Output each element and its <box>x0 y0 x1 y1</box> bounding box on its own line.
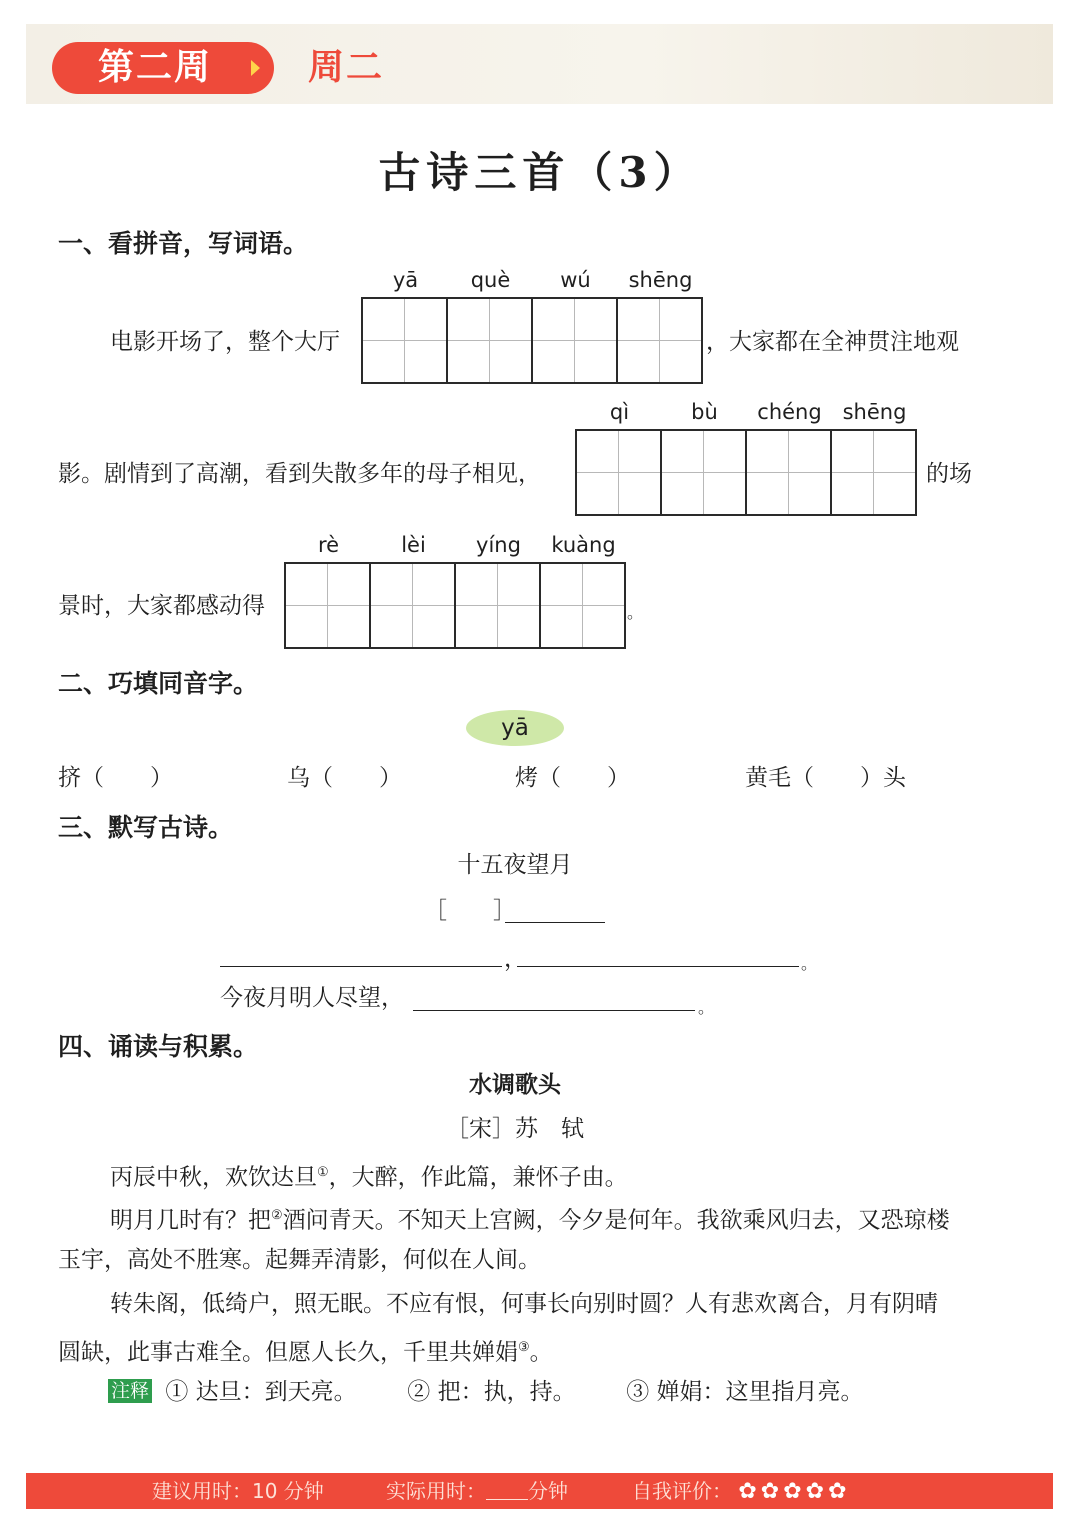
page-title: 古诗三首（3） <box>378 148 702 197</box>
grid-cell[interactable] <box>533 299 618 382</box>
section2-heading: 二、巧填同音字。 <box>58 669 259 698</box>
pinyin: wú <box>560 268 591 292</box>
pinyin: qì <box>609 400 630 424</box>
grid-cell[interactable] <box>662 431 747 514</box>
poem-author: ［宋］苏 轼 <box>446 1116 584 1142</box>
poem-preface: 丙辰中秋，欢饮达旦①，大醉，作此篇，兼怀子由。 <box>110 1164 628 1191</box>
star-icon[interactable]: ✿ <box>760 1479 780 1504</box>
day-label: 周二 <box>308 47 385 88</box>
week-badge <box>52 42 274 94</box>
grid-cell[interactable] <box>456 564 541 647</box>
pinyin: shēng <box>628 268 693 292</box>
sentence-part: 。 <box>627 603 644 622</box>
poem-comma: ， <box>504 946 527 972</box>
note: ① 达旦：到天亮。 <box>165 1379 357 1405</box>
poem-line-blank[interactable] <box>517 966 799 967</box>
section1-heading: 一、看拼音，写词语。 <box>58 229 309 258</box>
star-icon[interactable]: ✿ <box>783 1479 802 1504</box>
author-brackets: ［ ］ <box>424 898 516 924</box>
star-icon[interactable]: ✿ <box>805 1479 825 1504</box>
actual-time-blank[interactable] <box>486 1481 528 1500</box>
grid-cell[interactable] <box>448 299 533 382</box>
note: ② 把：执，持。 <box>407 1379 576 1405</box>
poem-line: 圆缺，此事古难全。但愿人长久，千里共婵娟③。 <box>58 1339 553 1366</box>
fill-item[interactable]: 乌（ ） <box>287 765 402 791</box>
sentence-part: 的场 <box>926 461 972 487</box>
writing-grid[interactable] <box>361 297 703 384</box>
pinyin: shēng <box>842 400 907 424</box>
pinyin: yíng <box>476 533 521 557</box>
grid-cell[interactable] <box>286 564 371 647</box>
sentence-part: 电影开场了，整个大厅 <box>110 329 340 355</box>
grid-cell[interactable] <box>832 431 917 514</box>
poem-period: 。 <box>801 954 818 973</box>
grid-cell[interactable] <box>747 431 832 514</box>
pinyin: bù <box>691 400 718 424</box>
poem-period: 。 <box>698 998 715 1017</box>
poem-title: 十五夜望月 <box>457 852 573 878</box>
note-tag: 注释 <box>108 1379 152 1403</box>
pinyin: yā <box>392 268 419 292</box>
week-label: 第二周 <box>98 47 213 88</box>
grid-cell[interactable] <box>363 299 448 382</box>
fill-item[interactable]: 烤（ ） <box>515 765 630 791</box>
writing-grid[interactable] <box>575 429 917 516</box>
author-blank[interactable] <box>505 922 605 923</box>
writing-grid[interactable] <box>284 562 626 649</box>
poem-line-blank[interactable] <box>413 1010 695 1011</box>
pinyin: què <box>470 268 511 292</box>
poem-line: 明月几时有？把②酒问青天。不知天上宫阙，今夕是何年。我欲乘风归去，又恐琼楼 <box>110 1207 950 1234</box>
poem-line-start: 今夜月明人尽望， <box>220 985 404 1011</box>
pinyin: chéng <box>757 400 822 424</box>
pinyin: lèi <box>401 533 426 557</box>
grid-cell[interactable] <box>618 299 703 382</box>
poem-title: 水调歌头 <box>469 1072 561 1098</box>
poem-line: 转朱阁，低绮户，照无眠。不应有恨，何事长向别时圆？人有悲欢离合，月有阴晴 <box>110 1291 938 1317</box>
grid-cell[interactable] <box>371 564 456 647</box>
fill-item[interactable]: 黄毛（ ）头 <box>745 765 906 791</box>
pinyin: kuàng <box>551 533 616 557</box>
grid-cell[interactable] <box>577 431 662 514</box>
sentence-part: ，大家都在全神贯注地观 <box>706 329 959 355</box>
sentence-part: 影。剧情到了高潮，看到失散多年的母子相见， <box>58 461 541 487</box>
sentence-part: 景时，大家都感动得 <box>58 593 265 619</box>
note: ③ 婵娟：这里指月亮。 <box>626 1379 864 1405</box>
grid-cell[interactable] <box>541 564 626 647</box>
actual-time: 实际用时： 分钟 <box>386 1479 568 1503</box>
star-icon[interactable]: ✿ <box>828 1479 847 1504</box>
fill-item[interactable]: 挤（ ） <box>58 765 173 791</box>
pinyin-bubble: yā <box>466 710 564 746</box>
suggested-time: 建议用时：10 分钟 <box>152 1479 324 1503</box>
poem-line-blank[interactable] <box>220 966 502 967</box>
notes-line <box>108 1375 864 1409</box>
star-icon[interactable]: ✿ <box>738 1479 757 1504</box>
self-rating: 自我评价： ✿ ✿ ✿ ✿ ✿ <box>632 1473 851 1510</box>
poem-line: 玉宇，高处不胜寒。起舞弄清影，何似在人间。 <box>58 1247 541 1273</box>
arrow-right-icon <box>251 60 260 76</box>
section4-heading: 四、诵读与积累。 <box>58 1032 259 1061</box>
pinyin: rè <box>317 533 340 557</box>
rating-stars[interactable] <box>738 1479 850 1503</box>
section3-heading: 三、默写古诗。 <box>58 813 234 842</box>
footer-bar <box>26 1473 1053 1509</box>
